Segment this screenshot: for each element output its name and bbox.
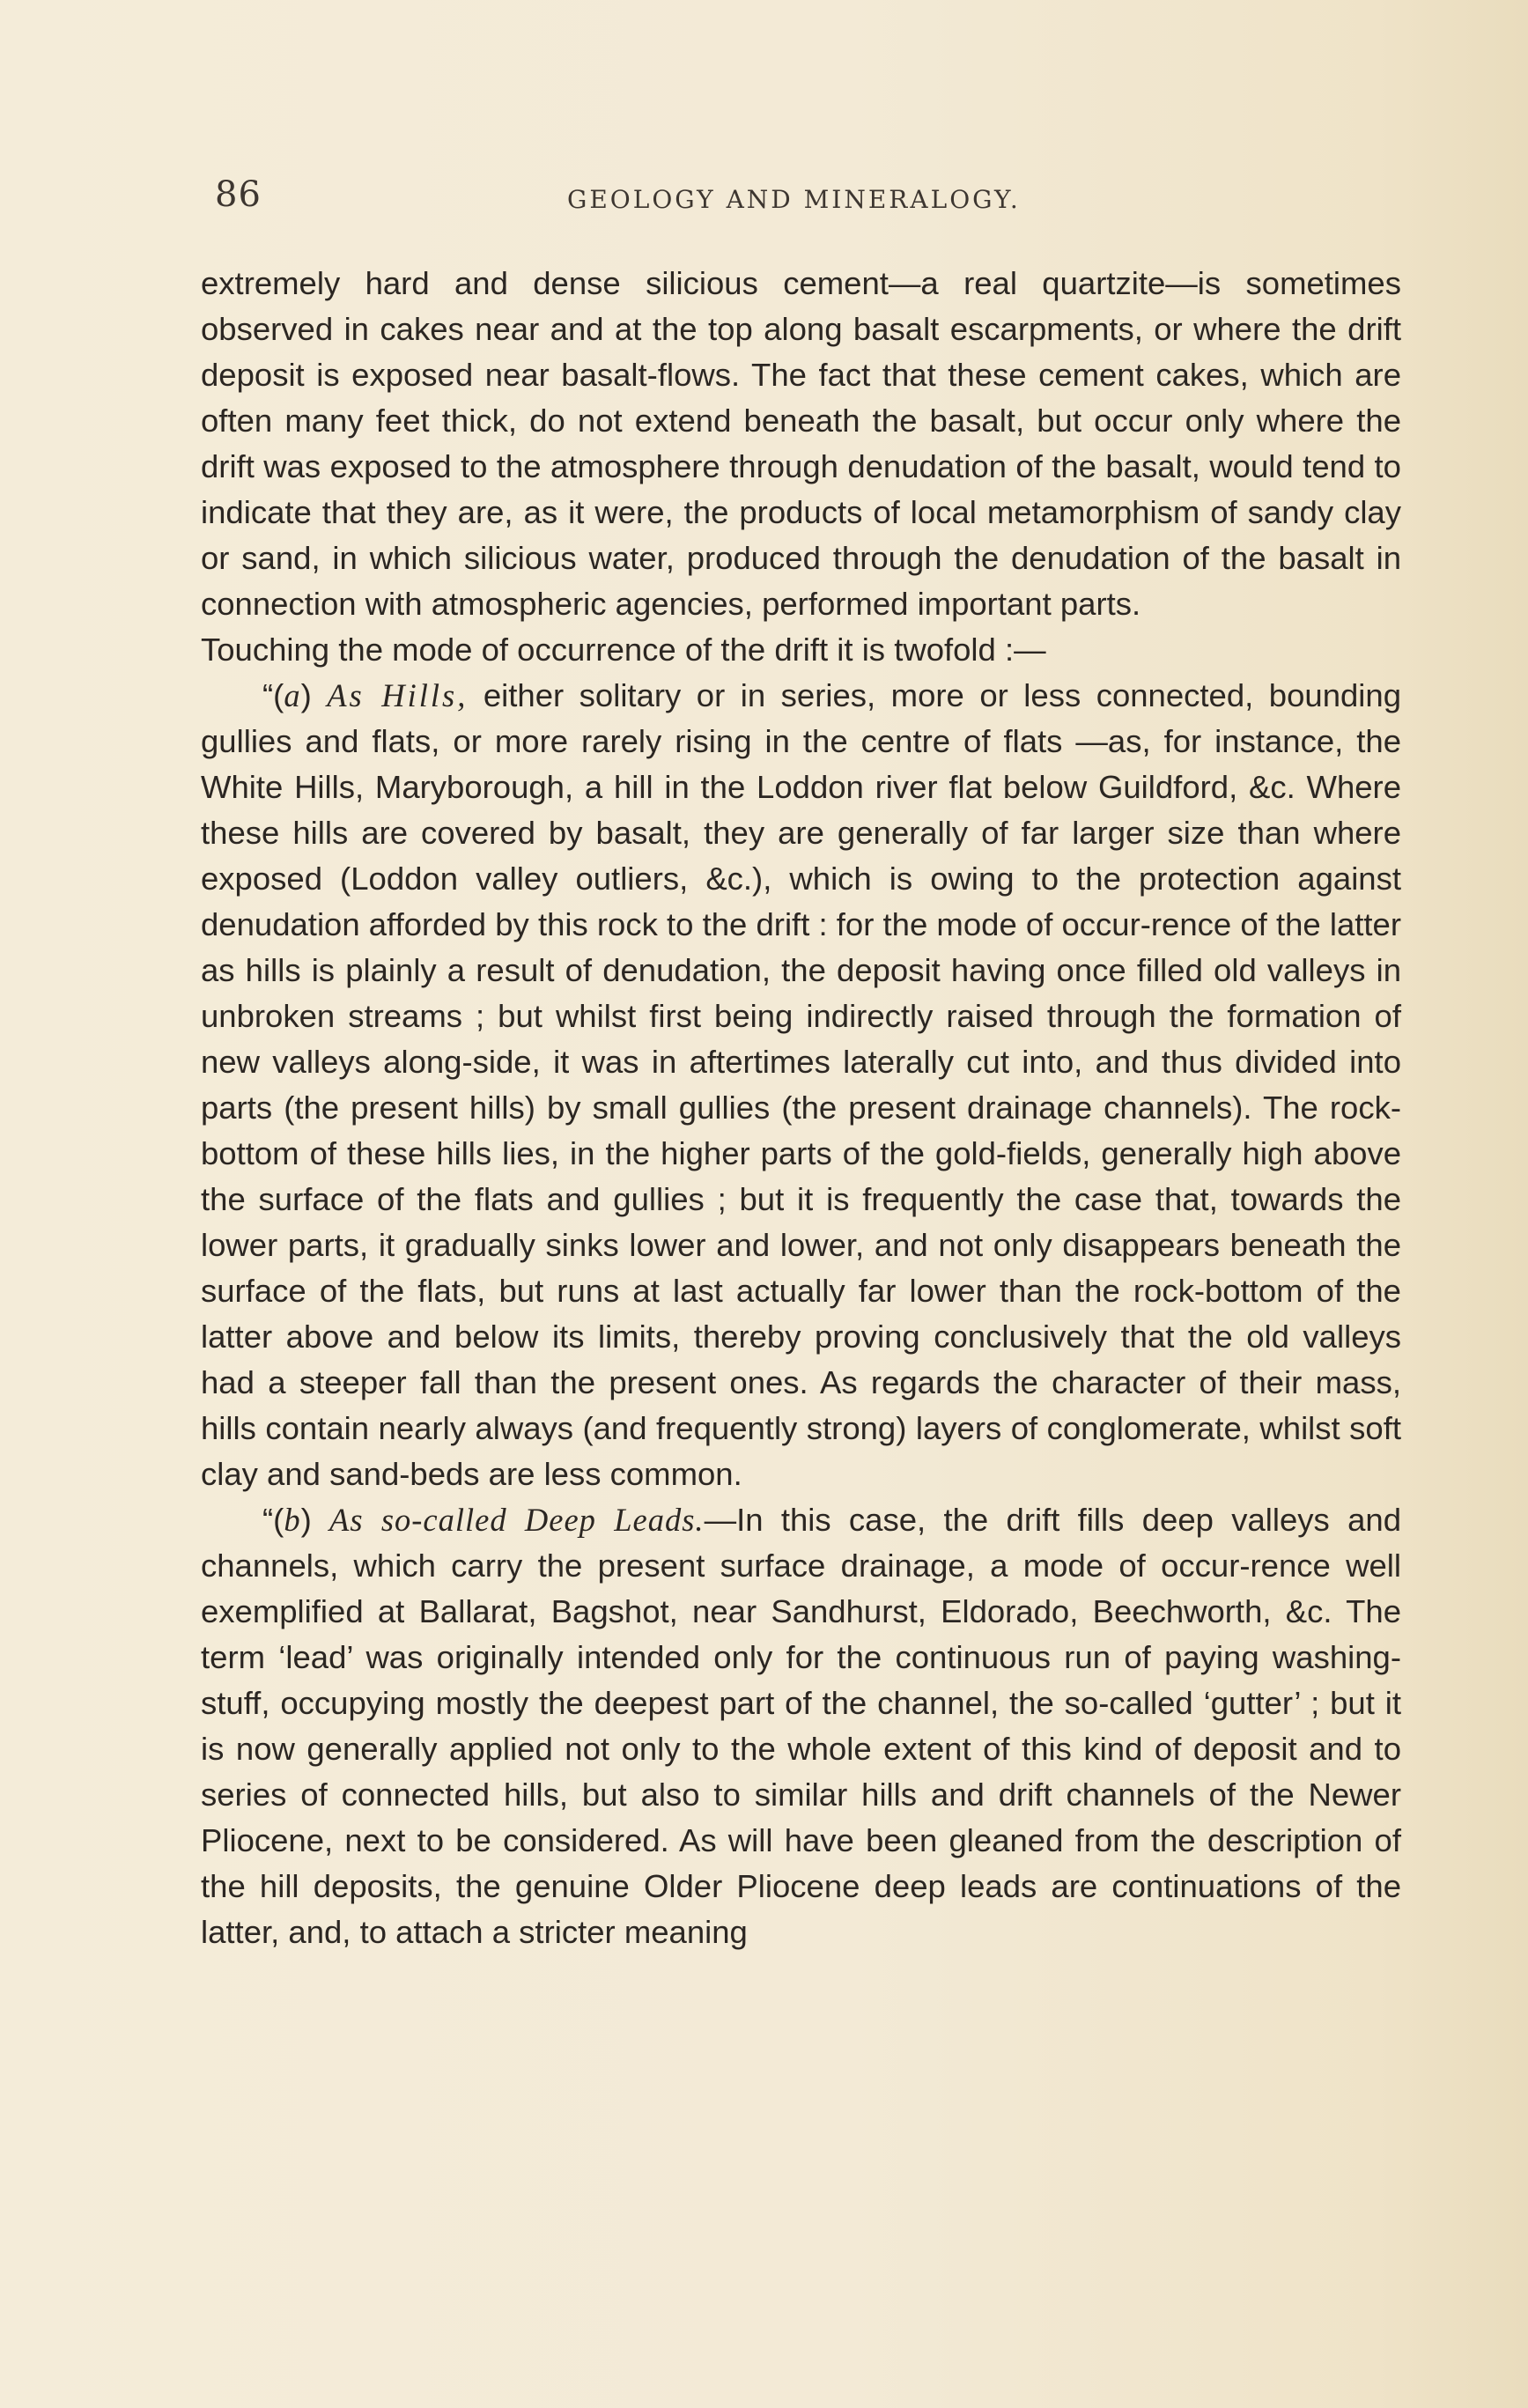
paren-close: ) — [300, 1502, 330, 1538]
quote-open: “( — [262, 1502, 284, 1538]
paragraph-deep-leads — [201, 1497, 1401, 1955]
hills-text: either solitary or in series, more or less connected, bounding gullies and flats, or more rarely rising in the centre of flats —as, for instance, the White Hills, Maryborough, a hill in the Loddon river flat below Guildford, &c. Where these hills are covered by basalt, they are generally of far larger size than where exposed (Loddon valley outliers, &c.), which is owing to the protection against denudation afforded by this rock to the drift : for the mode of occur-rence of the latter as hills is plainly a result of denudation, the deposit having once filled old valleys in unbroken streams ; but whilst first being indirectly raised through the formation of new valleys along-side, it was in aftertimes laterally cut into, and thus divided into parts (the present hills) by small gullies (the present drainage channels). The rock-bottom of these hills lies, in the higher parts of the gold-fields, generally high above the surface of the flats and gullies ; but it is frequently the case that, towards the lower parts, it gradually sinks lower and lower, and not only disappears beneath the surface of the flats, but runs at last actually far lower than the rock-bottom of the latter above and below its limits, thereby proving conclusively that the old valleys had a steeper fall than the present ones. As regards the character of their mass, hills contain nearly always (and frequently strong) layers of conglomerate, whilst soft clay and sand-beds are less common. — [201, 677, 1402, 1492]
paragraph-hills — [201, 673, 1401, 1497]
section-heading-deep-leads: As so-called Deep Leads. — [329, 1502, 705, 1538]
page-number: 86 — [215, 174, 262, 215]
item-letter: a — [284, 677, 301, 713]
deep-leads-text: —In this case, the drift fills deep valleys and channels, which carry the present surface drainage, a mode of occur-rence well exemplified at Ballarat, Bagshot, near Sandhurst, Eldorado, Beechworth, &c. The term ‘lead’ was originally intended only for the continuous run of paying washing-stuff, occupying mostly the deepest part of the channel, the so-called ‘gutter’ ; but it is now generally applied not only to the whole extent of this kind of deposit and to series of connected hills, but also to similar hills and drift channels of the Newer Pliocene, next to be considered. As will have been gleaned from the description of the hill deposits, the genuine Older Pliocene deep leads are continuations of the latter, and, to attach a stricter meaning — [201, 1502, 1402, 1950]
paragraph-occurrence-intro: Touching the mode of occurrence of the drift it is twofold :— — [201, 632, 1046, 668]
paren-close: ) — [300, 677, 328, 713]
quote-open: “( — [262, 677, 284, 713]
paragraph-cement: extremely hard and dense silicious cement—a real quartzite—is sometimes observed in cakes near and at the top along basalt escarpments, or where the drift deposit is exposed near basalt-flows. The fact that these cement cakes, which are often many feet thick, do not extend beneath the basalt, but occur only where the drift was exposed to the atmosphere through denudation of the basalt, would tend to indicate that they are, as it were, the products of local metamorphism of sandy clay or sand, in which silicious water, produced through the denudation of the basalt in connection with atmospheric agencies, performed important parts. — [201, 265, 1401, 622]
body-text — [201, 261, 1401, 1955]
section-heading-hills: As Hills, — [327, 677, 469, 713]
running-title: GEOLOGY AND MINERALOGY. — [567, 185, 1021, 214]
page-header — [211, 174, 1356, 227]
item-letter: b — [284, 1502, 301, 1538]
